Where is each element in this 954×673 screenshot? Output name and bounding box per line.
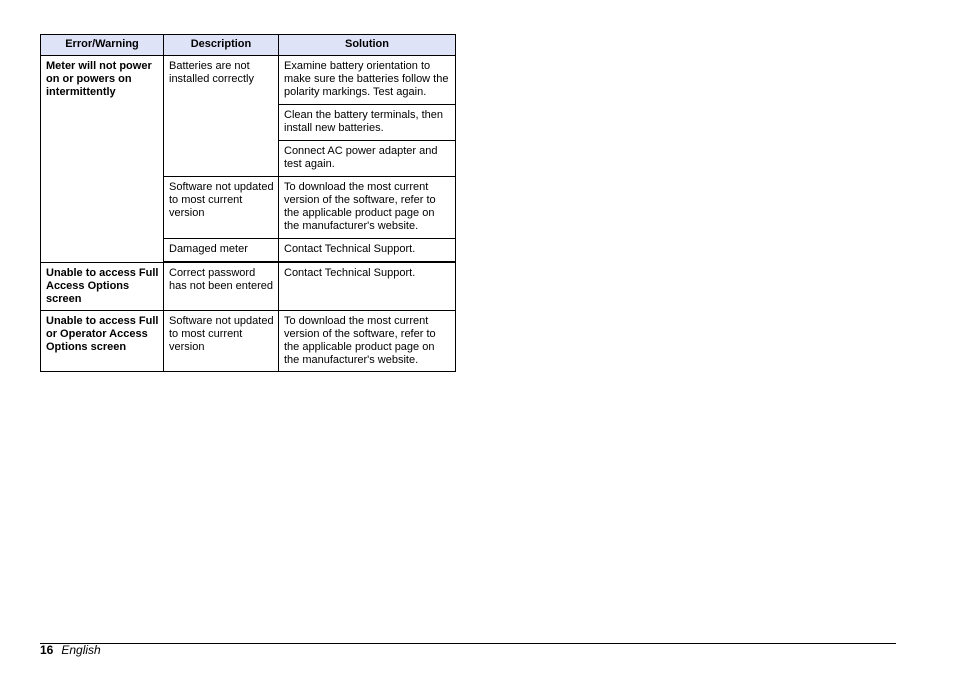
error-cell: Meter will not power on or powers on intermittently bbox=[41, 56, 164, 263]
header-solution: Solution bbox=[279, 35, 456, 56]
solution-cell: Clean the battery terminals, then install new batteries. bbox=[279, 105, 456, 141]
troubleshooting-table bbox=[40, 34, 456, 372]
page-footer bbox=[40, 643, 101, 657]
description-cell: Batteries are not installed correctly bbox=[164, 56, 279, 177]
table-header-row bbox=[41, 35, 456, 56]
page-number: 16 bbox=[40, 643, 54, 657]
description-cell: Software not updated to most current version bbox=[164, 311, 279, 372]
description-cell: Software not updated to most current version bbox=[164, 177, 279, 239]
table-row bbox=[41, 263, 456, 311]
solution-cell: Contact Technical Support. bbox=[279, 239, 456, 262]
error-cell: Unable to access Full Access Options screen bbox=[41, 263, 164, 311]
solution-cell: Contact Technical Support. bbox=[279, 263, 456, 311]
description-cell: Damaged meter bbox=[164, 239, 279, 262]
solution-cell: To download the most current version of the software, refer to the applicable product page on the manufacturer's website. bbox=[279, 177, 456, 239]
solution-cell: Examine battery orientation to make sure the batteries follow the polarity markings. Test again. bbox=[279, 56, 456, 105]
table-row bbox=[41, 311, 456, 372]
header-error-warning: Error/Warning bbox=[41, 35, 164, 56]
description-cell: Correct password has not been entered bbox=[164, 263, 279, 311]
solution-cell: To download the most current version of the software, refer to the applicable product page on the manufacturer's website. bbox=[279, 311, 456, 372]
header-description: Description bbox=[164, 35, 279, 56]
error-cell: Unable to access Full or Operator Access Options screen bbox=[41, 311, 164, 372]
footer-language: English bbox=[61, 643, 101, 657]
solution-cell: Connect AC power adapter and test again. bbox=[279, 141, 456, 177]
footer-rule bbox=[40, 643, 896, 644]
table-row bbox=[41, 56, 456, 105]
